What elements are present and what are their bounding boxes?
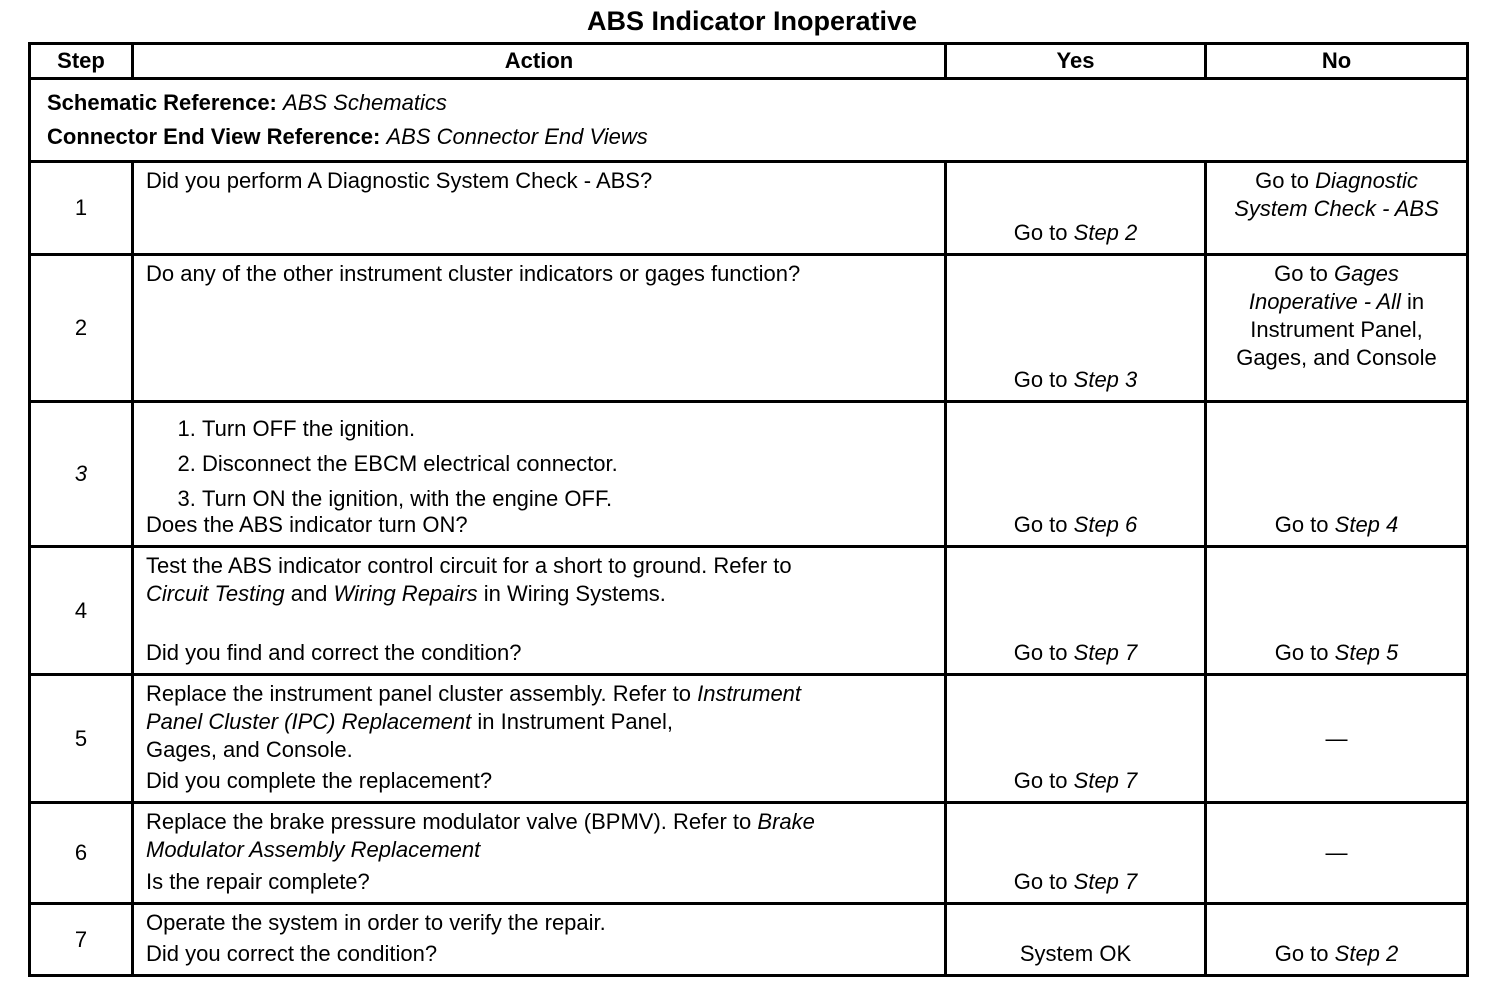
go-to-label: Go to [1274,941,1329,966]
header-yes: Yes [946,44,1206,79]
no-link[interactable]: Step 5 [1334,640,1399,665]
no-cell [1206,803,1468,904]
no-cell [1206,255,1468,402]
ipc-replacement-link[interactable]: Instrument [697,681,802,706]
no-result [1207,639,1466,667]
no-text-line: Instrument Panel, [1250,317,1423,342]
brake-modulator-link-continued[interactable]: Modulator Assembly Replacement [146,837,481,862]
action-cell [133,675,946,803]
go-to-label: Go to [1255,168,1309,193]
table-row [30,547,1468,675]
step-number: 7 [30,904,133,976]
action-cell [133,547,946,675]
table-row [30,904,1468,976]
no-result [1207,940,1466,968]
step-number: 2 [30,255,133,402]
brake-modulator-link[interactable]: Brake [757,809,815,834]
table-row [30,255,1468,402]
yes-result [947,511,1204,539]
action-question: Does the ABS indicator turn ON? [146,512,468,537]
action-text: Did you perform A Diagnostic System Check - ABS? [146,168,653,193]
step-number: 6 [30,803,133,904]
connector-reference-link[interactable]: ABS Connector End Views [386,124,648,149]
action-text-part: Replace the brake pressure modulator valve (BPMV). Refer to [146,809,752,834]
yes-cell [946,904,1206,976]
list-item: 3. Turn ON the ignition, with the engine OFF. [202,481,932,516]
go-to-label: Go to [1274,640,1329,665]
yes-result: System OK [1019,941,1132,966]
action-text [146,708,932,736]
action-text [146,808,932,836]
go-to-label: Go to [1013,768,1068,793]
go-to-label: Go to [1013,512,1068,537]
action-text-part: Replace the instrument panel cluster assembly. Refer to [146,681,691,706]
yes-link[interactable]: Step 7 [1073,869,1138,894]
no-text-line: Gages, and Console [1236,345,1437,370]
table-row [30,675,1468,803]
diagnostic-table [28,42,1469,977]
step-number: 1 [30,162,133,255]
in-text: in Wiring Systems. [483,581,666,606]
no-result [1207,511,1466,539]
connector-reference-label: Connector End View Reference: [47,124,381,149]
header-action: Action [133,44,946,79]
schematic-reference-label: Schematic Reference: [47,90,277,115]
yes-cell [946,402,1206,547]
table-row [30,803,1468,904]
yes-cell [946,162,1206,255]
action-question: Did you find and correct the condition? [146,640,522,665]
yes-result [947,868,1204,896]
reference-cell [30,79,1468,162]
yes-cell [946,675,1206,803]
action-text [146,680,932,708]
action-cell [133,904,946,976]
no-link[interactable]: Diagnostic [1315,168,1418,193]
no-cell [1206,402,1468,547]
go-to-label: Go to [1013,640,1068,665]
list-item: 2. Disconnect the EBCM electrical connector. [202,446,932,481]
step-number: 5 [30,675,133,803]
go-to-label: Go to [1013,869,1068,894]
circuit-testing-link[interactable]: Circuit Testing [146,581,285,606]
action-question: Did you correct the condition? [146,941,438,966]
table-row [30,162,1468,255]
yes-cell [946,803,1206,904]
yes-result [947,219,1204,247]
yes-link[interactable]: Step 6 [1073,512,1138,537]
action-text: Gages, and Console. [146,737,353,762]
yes-link[interactable]: Step 7 [1073,768,1138,793]
action-cell [133,803,946,904]
go-to-label: Go to [1274,512,1329,537]
action-list [146,411,932,516]
document-title: ABS Indicator Inoperative [586,6,918,36]
step-number: 3 [30,402,133,547]
action-cell [133,162,946,255]
schematic-reference-link[interactable]: ABS Schematics [283,90,447,115]
action-question: Did you complete the replacement? [146,768,493,793]
ipc-replacement-link-continued[interactable]: Panel Cluster (IPC) Replacement [146,709,472,734]
no-link[interactable]: Gages [1334,261,1399,286]
in-text: in Instrument Panel, [477,709,674,734]
header-no: No [1206,44,1468,79]
yes-cell [946,255,1206,402]
action-cell [133,255,946,402]
no-link[interactable]: Step 2 [1334,941,1399,966]
action-text: Do any of the other instrument cluster indicators or gages function? [146,261,801,286]
yes-cell [946,547,1206,675]
header-row [30,44,1468,79]
no-cell [1206,675,1468,803]
no-cell [1206,162,1468,255]
yes-link[interactable]: Step 2 [1073,220,1138,245]
no-link-continued[interactable]: System Check - ABS [1234,196,1439,221]
connector-reference [47,120,1450,154]
step-number: 4 [30,547,133,675]
go-to-label: Go to [1274,261,1328,286]
action-cell [133,402,946,547]
no-result [1207,163,1466,223]
go-to-label: Go to [1013,220,1068,245]
action-text: Test the ABS indicator control circuit for a short to ground. Refer to [146,553,792,578]
list-item: 1. Turn OFF the ignition. [202,411,932,446]
no-in-text: in [1407,289,1425,314]
yes-link[interactable]: Step 7 [1073,640,1138,665]
yes-link[interactable]: Step 3 [1073,367,1138,392]
no-result-dash: — [1325,840,1348,865]
yes-result [947,639,1204,667]
no-result-dash: — [1325,725,1348,751]
go-to-label: Go to [1013,367,1068,392]
header-step: Step [30,44,133,79]
no-link-continued[interactable]: Inoperative - All [1248,289,1401,314]
yes-result [947,366,1204,394]
table-row [30,402,1468,547]
wiring-repairs-link[interactable]: Wiring Repairs [333,581,478,606]
action-question: Is the repair complete? [146,869,370,894]
yes-result [947,767,1204,795]
action-text: Operate the system in order to verify the repair. [146,910,606,935]
no-link[interactable]: Step 4 [1334,512,1399,537]
reference-row [30,79,1468,162]
no-cell [1206,904,1468,976]
and-text: and [290,581,328,606]
schematic-reference [47,86,1450,120]
no-result [1207,256,1466,372]
no-cell [1206,547,1468,675]
action-text-refs [146,580,932,608]
